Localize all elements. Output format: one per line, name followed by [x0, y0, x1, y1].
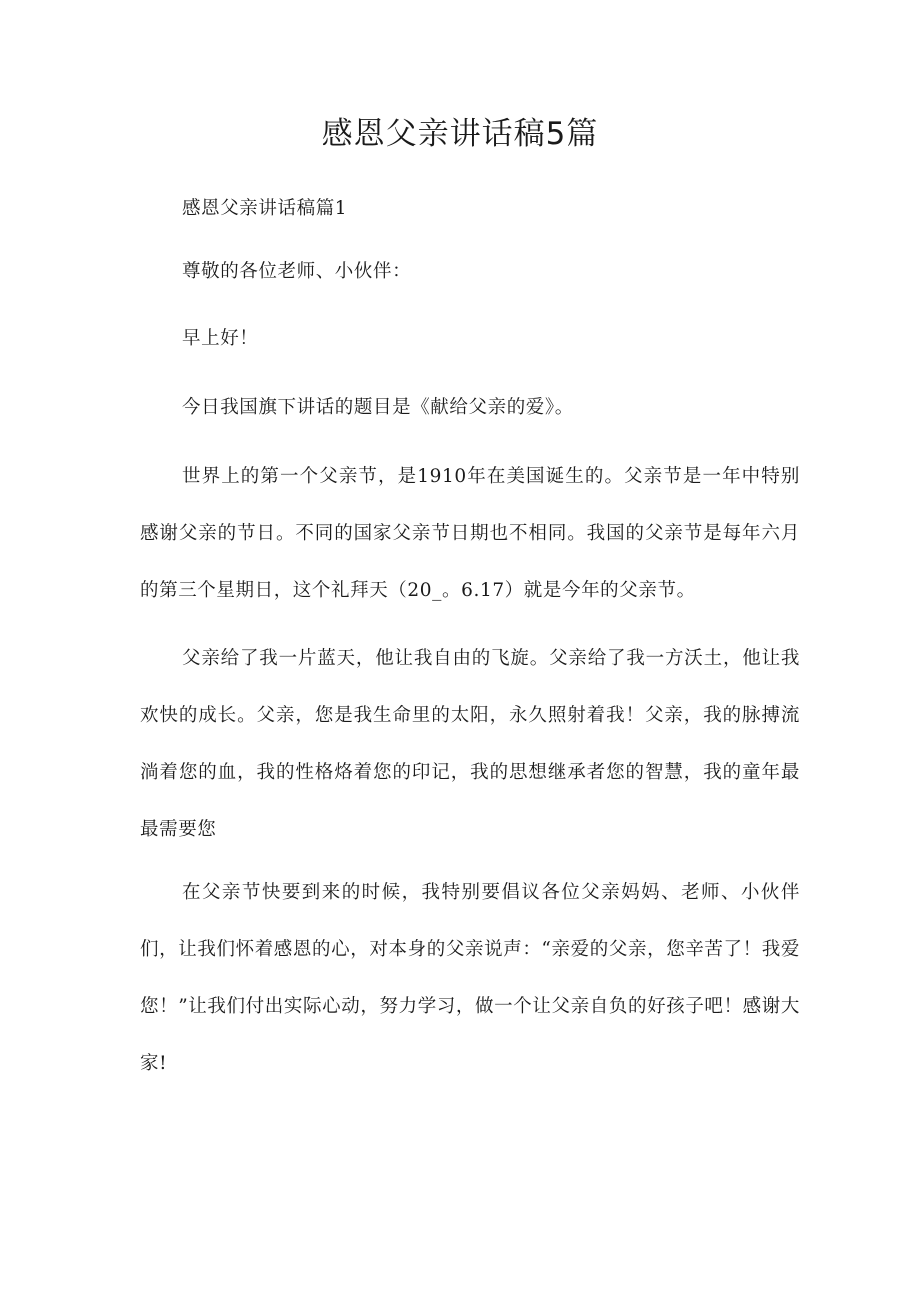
section-title: 感恩父亲讲话稿篇1: [182, 198, 348, 219]
salutation: 尊敬的各位老师、小伙伴：: [182, 261, 412, 282]
paragraph-history: 世界上的第一个父亲节，是1910年在美国诞生的。父亲节是一年中特别感谢父亲的节日。不同的国家父亲节日期也不相同。我国的父亲节是每年六月的第三个星期日，这个礼拜天（20_。6.17）就是今年的父亲节。: [140, 466, 800, 601]
paragraph-topic: 今日我国旗下讲话的题目是《献给父亲的爱》。: [182, 397, 574, 418]
paragraph-father: 父亲给了我一片蓝天，他让我自由的飞旋。父亲给了我一方沃土，他让我欢快的成长。父亲，您是我生命里的太阳，永久照射着我！父亲，我的脉搏流淌着您的血，我的性格烙着您的印记，我的思想继承者您的智慧，我的童年最最需要您: [140, 648, 800, 840]
document-title: 感恩父亲讲话稿5篇: [321, 116, 599, 152]
greeting: 早上好！: [182, 328, 259, 349]
paragraph-closing: 在父亲节快要到来的时候，我特别要倡议各位父亲妈妈、老师、小伙伴们，让我们怀着感恩的心，对本身的父亲说声：“亲爱的父亲，您辛苦了！我爱您！”让我们付出实际心动，努力学习，做一个让父亲自负的好孩子吧！感谢大家!: [140, 882, 800, 1074]
